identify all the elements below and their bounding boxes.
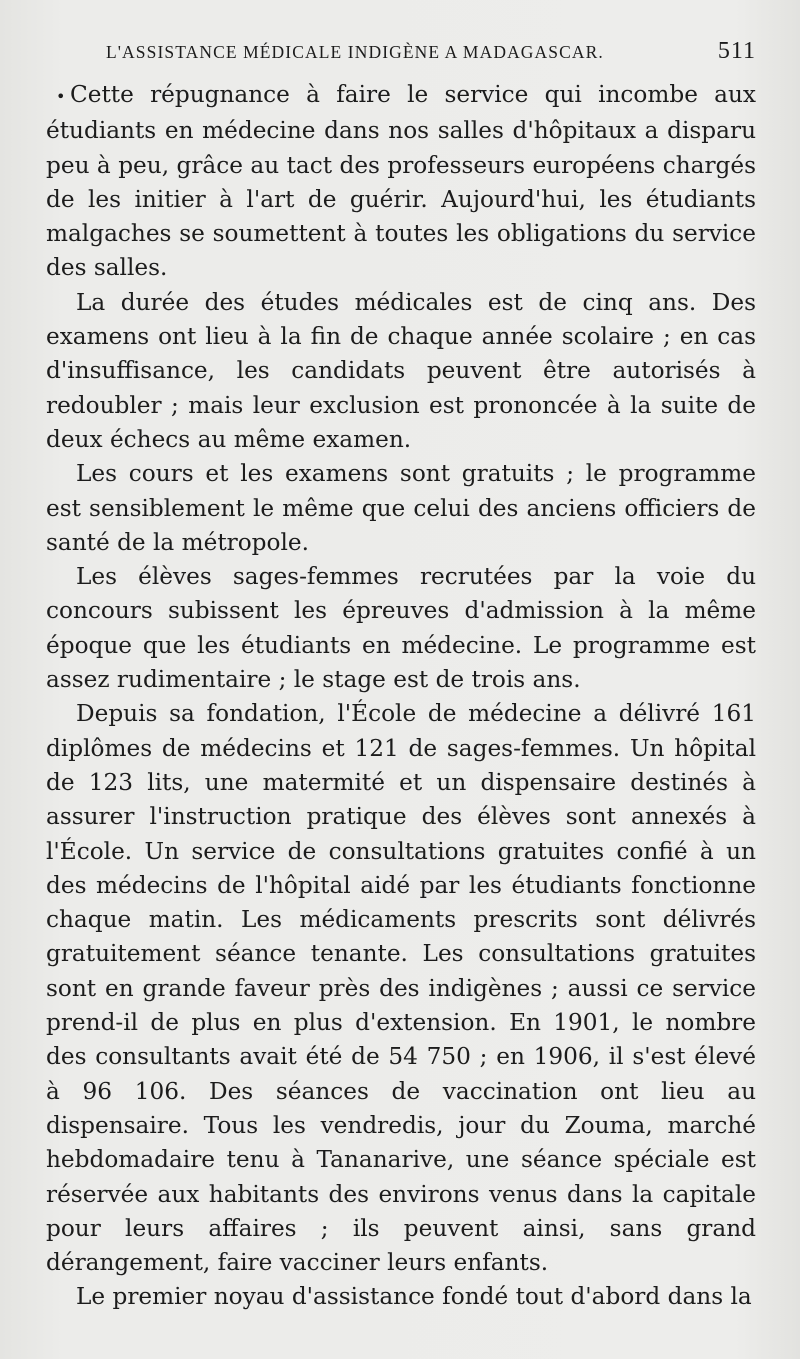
paragraph-4: Les élèves sages-femmes recrutées par la voie du concours subissent les épreuves d'admission à la même époque que les étudiants en médecine. Le programme est assez rudimentaire ; le stage est de trois ans. [46,563,756,694]
paragraph-1 [46,78,756,286]
paragraph-3: Les cours et les examens sont gratuits ; le programme est sensiblement le même que celui des anciens officiers de santé de la métropole. [46,460,756,556]
running-head [46,38,756,78]
running-title: L'ASSISTANCE MÉDICALE INDIGÈNE A MADAGASCAR. [106,42,604,62]
bullet-mark: • [56,87,66,106]
body-text [46,78,756,1315]
page-number: 511 [717,38,756,64]
paragraph-2: La durée des études médicales est de cinq ans. Des examens ont lieu à la fin de chaque année scolaire ; en cas d'insuffisance, les candidats peuvent être autorisés à redoubler ; mais leur exclusion est prononcée à la suite de deux échecs au même examen. [46,288,756,453]
paragraph-6: Le premier noyau d'assistance fondé tout d'abord dans la [76,1283,752,1311]
paragraph-1-text: Cette répugnance à faire le service qui incombe aux étudiants en médecine dans nos salles d'hôpitaux a disparu peu à peu, grâce au tact des professeurs européens chargés de les initier à l'art de guérir. Aujourd'hui, les étudiants malgaches se soumettent à toutes les obligations du service des salles. [46,81,756,282]
paragraph-5: Depuis sa fondation, l'École de médecine a délivré 161 diplômes de médecins et 121 de sages-femmes. Un hôpital de 123 lits, une matermité et un dispensaire destinés à assurer l'instruction pratique des élèves sont annexés à l'École. Un service de consultations gratuites confié à un des médecins de l'hôpital aidé par les étudiants fonctionne chaque matin. Les médicaments prescrits sont délivrés gratuitement séance tenante. Les consultations gratuites sont en grande faveur près des indigènes ; aussi ce service prend-il de plus en plus d'extension. En 1901, le nombre des consultants avait été de 54 750 ; en 1906, il s'est élevé à 96 106. Des séances de vaccination ont lieu au dispensaire. Tous les vendredis, jour du Zouma, marché hebdomadaire tenu à Tananarive, une séance spéciale est réservée aux habitants des environs venus dans la capitale pour leurs affaires ; ils peuvent ainsi, sans grand dérangement, faire vacciner leurs enfants. [46,700,756,1277]
